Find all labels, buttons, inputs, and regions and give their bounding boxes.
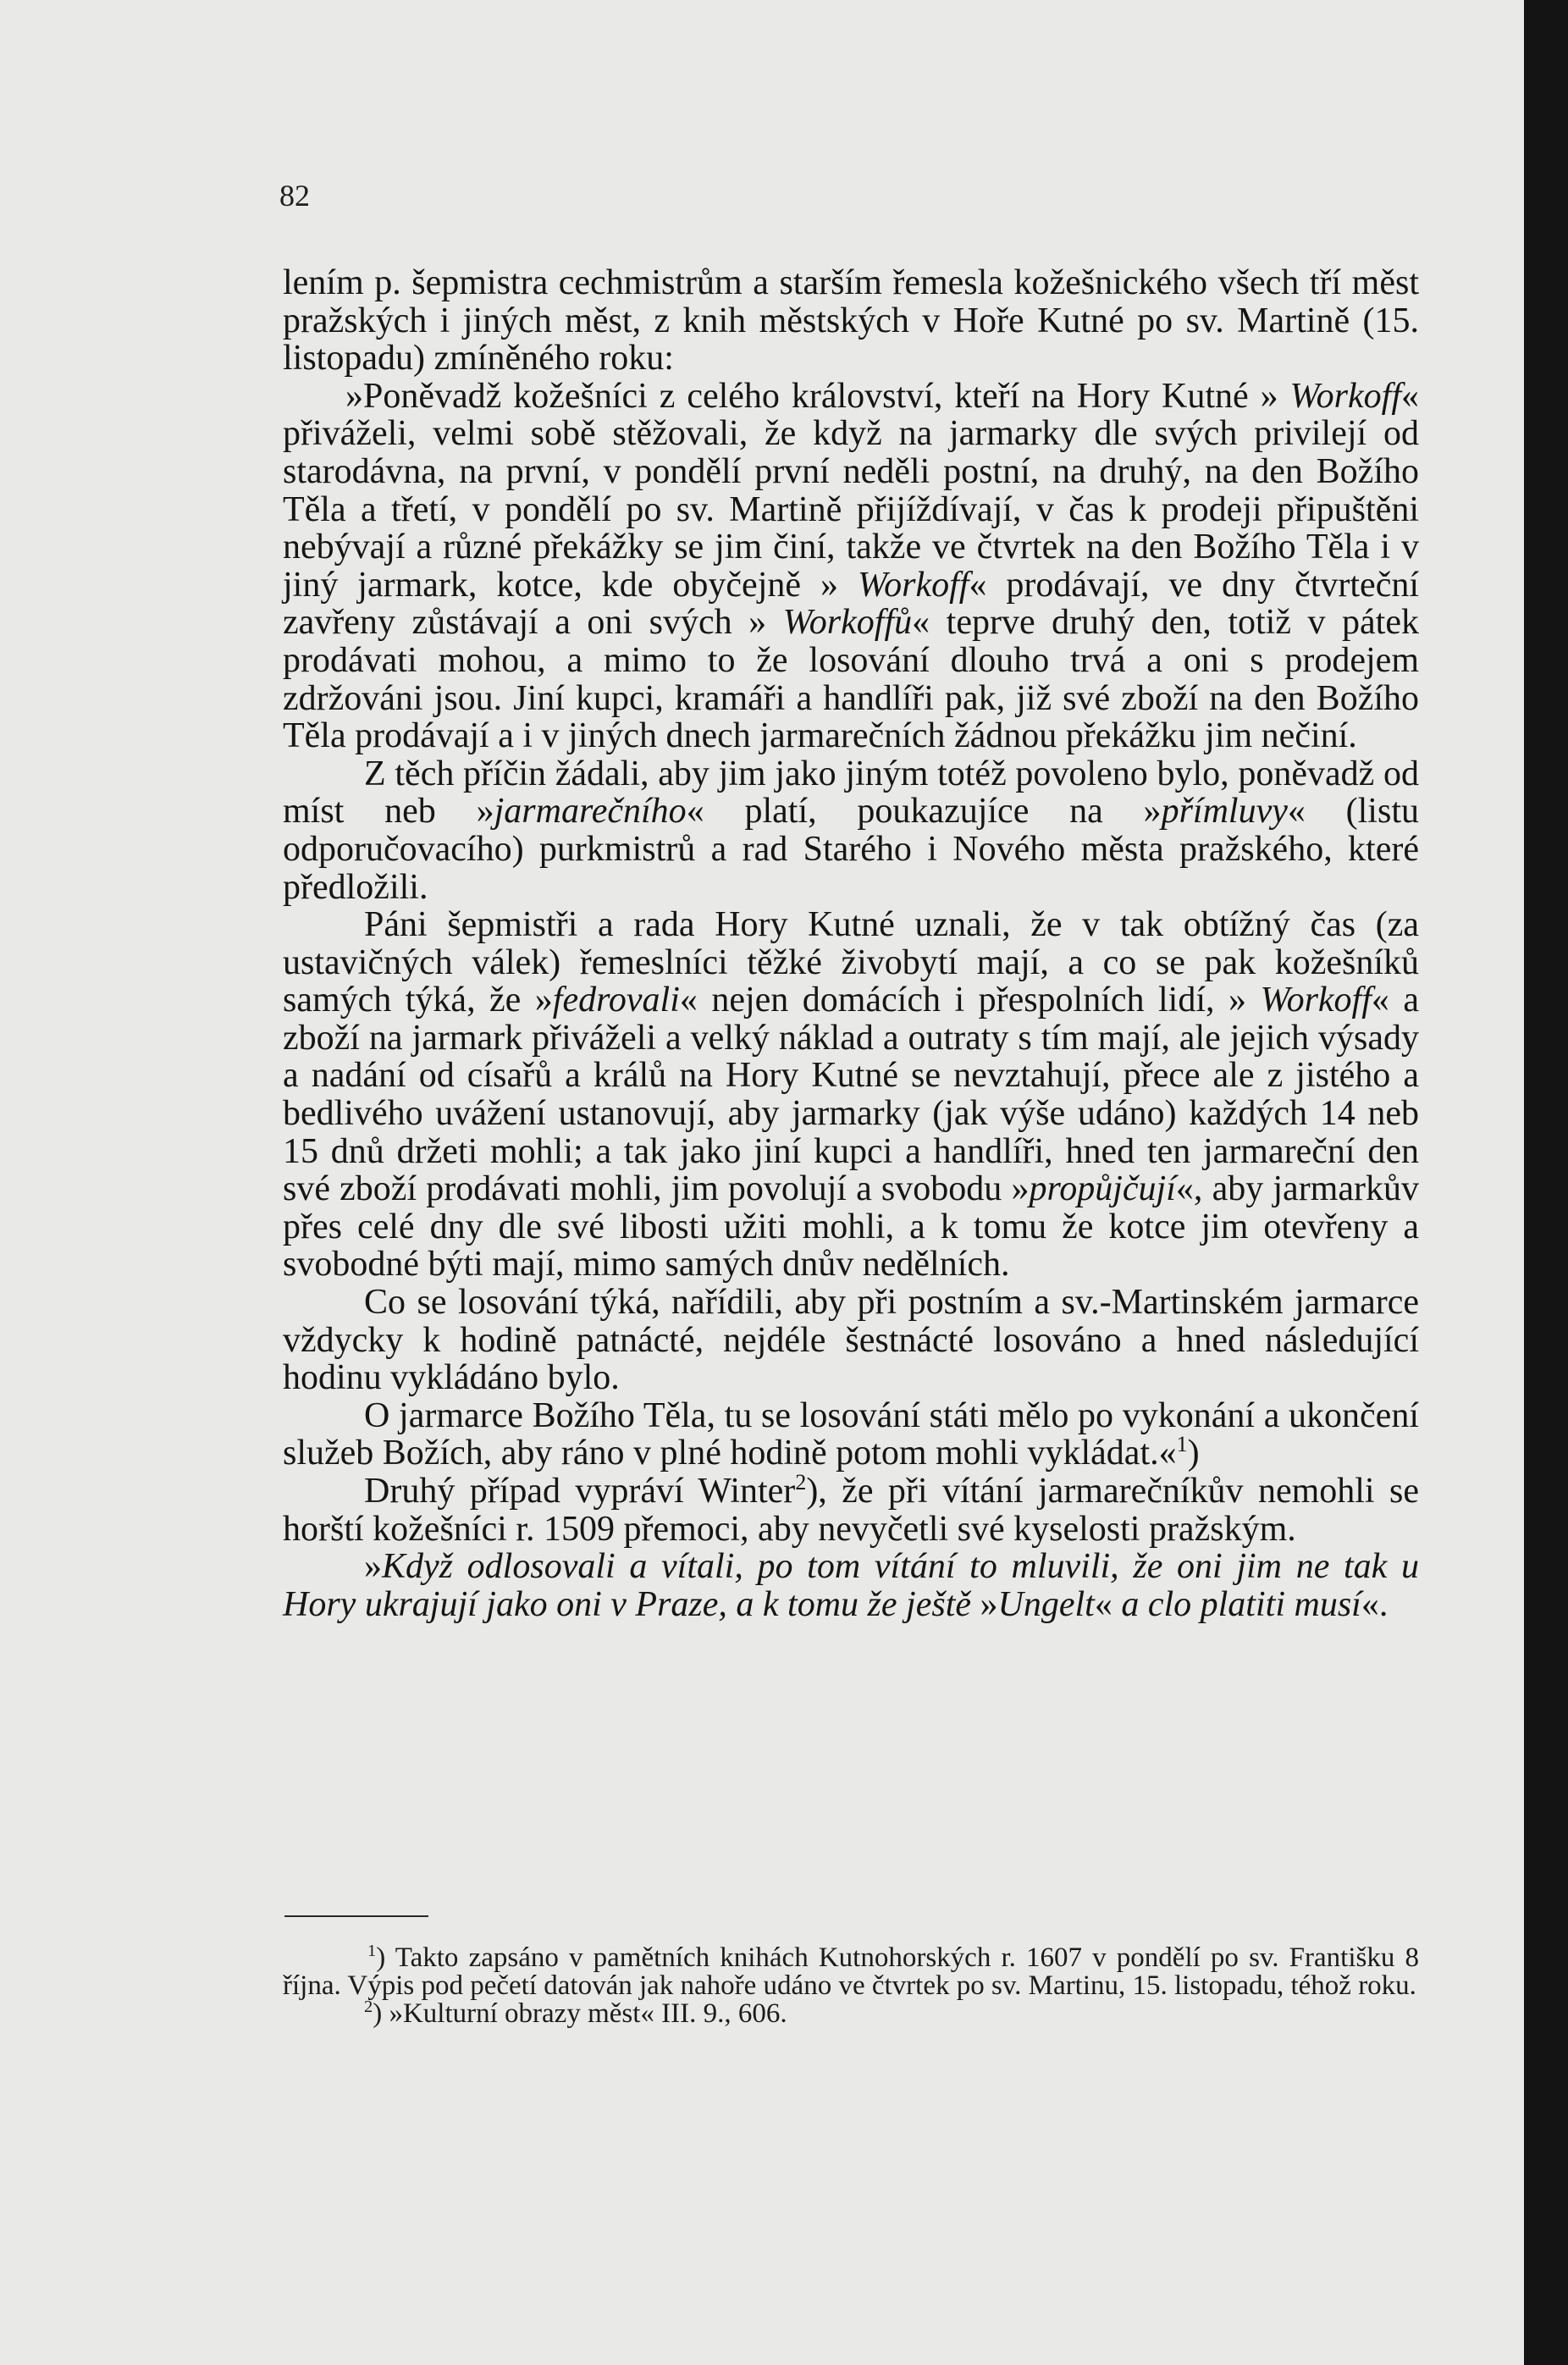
italic-text: Workoff (857, 565, 969, 605)
text-run: ), že při vítání jarmarečníkův nemohli se horští kožešníci r. 1509 přemoci, aby nevyčetli své kyselosti pražským. (283, 1472, 1419, 1549)
italic-text: Ungelt (997, 1584, 1095, 1624)
text-run: Páni šepmistři a rada Hory Kutné uznali, že v tak obtížný čas (za ustavičných válek) řemeslníci těžké živobytí mají, a co se pak kožešníků samých týká, že » (283, 905, 1419, 1020)
text-run: « teprve druhý den, totiž v pátek prodávati mohou, a mimo to že losování dlouho trvá a oni s prodejem zdržováni jsou. Jiní kupci, kramáři a handlíři pak, již své zboží na den Božího Těla prodávají a i v jiných dnech jarmarečních žádnou překážku jim nečiní. (283, 603, 1419, 756)
text-run: Co se losování týká, nařídili, aby při postním a sv.-Martinském jarmarce vždycky k hodině patnácté, nejdéle šestnácté losováno a hned následující hodinu vykládáno bylo. (283, 1283, 1419, 1398)
footnote-reference: 2 (795, 1470, 807, 1495)
italic-text: a clo platiti musí (1121, 1584, 1361, 1624)
text-run: O jarmarce Božího Těla, tu se losování státi mělo po vykonání a ukončení služeb Božích, aby ráno v plné hodině potom mohli vykládat.« (283, 1395, 1419, 1473)
text-run: ) Takto zapsáno v pamětních knihách Kutnohorských r. 1607 v pondělí po sv. Františku 8 října. Výpis pod pečetí datován jak nahoře udáno ve čtvrtek po sv. Martinu, 15. listopadu, téhož roku. (283, 1942, 1419, 2001)
text-run: ) (1187, 1434, 1200, 1473)
page-number: 82 (279, 179, 310, 213)
footnote-reference: 2 (364, 1998, 373, 2016)
italic-text: propůjčují (1029, 1169, 1176, 1209)
footnote-reference: 1 (367, 1942, 377, 1960)
italic-text: jarmarečního (494, 792, 687, 832)
text-run: » (364, 1547, 382, 1587)
paragraph-p4 (283, 906, 1419, 1284)
footnote-fn1 (283, 1944, 1419, 2000)
text-run: « platí, poukazujíce na » (686, 792, 1162, 832)
paragraph-p8 (283, 1548, 1419, 1623)
text-run: « (listu odporučovacího) purkmistrů a rad Starého i Nového města pražského, které předložili. (283, 792, 1419, 907)
text-run: « a zboží na jarmark přiváželi a velký náklad a outraty s tím mají, ale jejich výsady a nadání od císařů a králů na Hory Kutné se nevztahují, přece ale z jistého a bedlivého uvážení ustanovují, aby jarmarky (jak výše udáno) každých 14 neb 15 dnů držeti mohli; a tak jako jiní kupci a handlíři, hned ten jarmareční den své zboží prodávati mohli, jim povolují a svobodu » (283, 981, 1420, 1209)
text-run: Druhý případ vypráví Winter (364, 1472, 796, 1511)
text-run: « nejen domácích i přespolních lidí, » (679, 981, 1261, 1020)
footnote-fn2 (283, 2000, 1419, 2028)
italic-text: Workoff (1289, 376, 1401, 416)
text-run: « prodávají, ve dny čtvrteční zavřeny zůstávají a oni svých » (283, 565, 1419, 643)
paragraph-p7 (283, 1470, 1419, 1549)
text-run: ) »Kulturní obrazy měst« III. 9., 606. (373, 1998, 787, 2029)
text-run: » (971, 1584, 998, 1624)
italic-text: přímluvy (1161, 792, 1288, 832)
text-run: lením p. šepmistra cechmistrům a starším řemesla kožešnického všech tří měst pražských i jiných měst, z knih městských v Hoře Kutné po sv. Martině (15. listopadu) zmíněného roku: (283, 263, 1419, 379)
footnote-reference: 1 (1176, 1432, 1188, 1457)
italic-text: Workoff (1260, 981, 1372, 1020)
paragraph-p1 (283, 264, 1419, 378)
text-run: « přiváželi, velmi sobě stěžovali, že když na jarmarky dle svých privilejí od starodávna, na první, v pondělí první neděli postní, na druhý, na den Božího Těla a třetí, v pondělí po sv. Martině přijíždívají, v čas k prodeji připuštěni nebývají a různé překážky se jim činí, takže ve čtvrtek na den Božího Těla i v jiný jarmark, kotce, kde obyčejně » (283, 376, 1419, 605)
paragraph-p6 (283, 1397, 1419, 1473)
text-run: «, aby jarmarkův přes celé dny dle své libosti užiti mohli, a k tomu že kotce jim otevřeny a svobodné býti mají, mimo samých dnův nedělních. (283, 1169, 1419, 1285)
footnote-separator (284, 1915, 428, 1917)
paragraph-p5 (283, 1284, 1419, 1397)
italic-text: Když odlosovali a vítali, po tom vítání to mluvili, že oni jim ne tak u Hory ukrajují jako oni v Praze, a k tomu že ještě (283, 1547, 1419, 1624)
text-run: »Poněvadž kožešníci z celého království, kteří na Hory Kutné » (345, 376, 1290, 416)
italic-text: fedrovali (552, 981, 680, 1020)
text-run: «. (1361, 1584, 1389, 1624)
paragraph-p2 (283, 378, 1419, 755)
body-text (283, 264, 1419, 1623)
text-run: Z těch příčin žádali, aby jim jako jiným totéž povoleno bylo, poněvadž od míst neb » (283, 754, 1419, 832)
footnotes (283, 1944, 1419, 2028)
paragraph-p3 (283, 755, 1419, 906)
text-run: « (1094, 1584, 1122, 1624)
italic-text: Workoffů (782, 603, 913, 643)
